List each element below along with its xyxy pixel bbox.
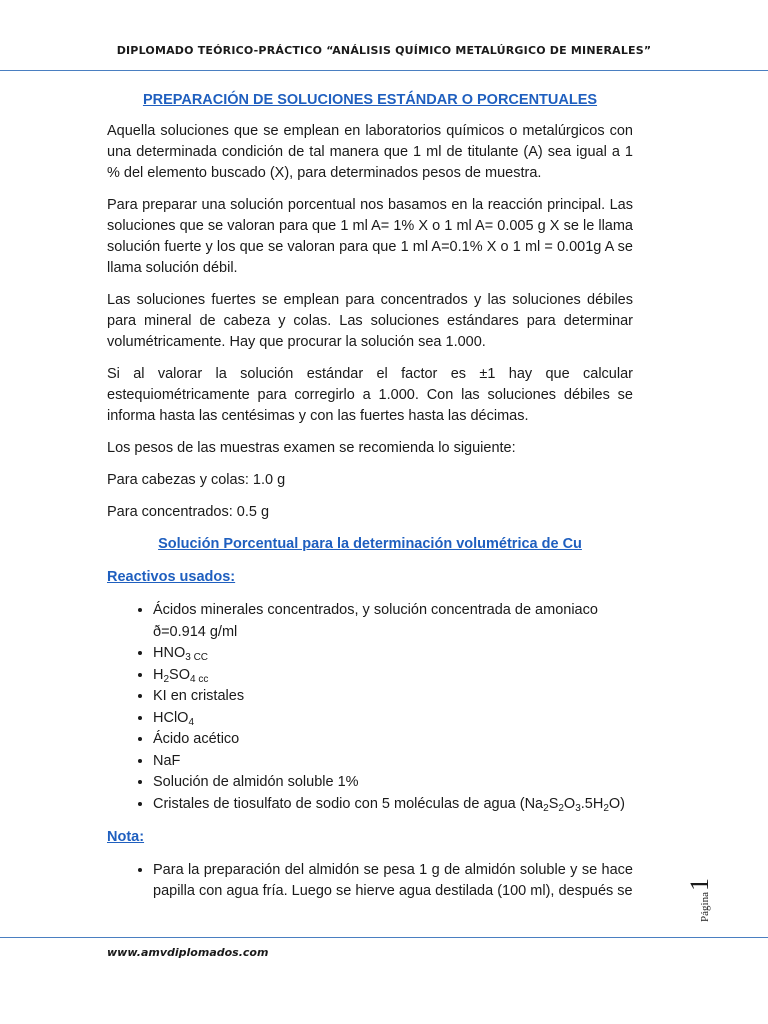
list-item: • Cristales de tiosulfato de sodio con 5 moléculas de agua $(Na_2S_2O_3.5H_2O)$: [153, 794, 633, 816]
nota-list: [107, 860, 633, 902]
paragraph-cabezas-colas: Para cabezas y colas: 1.0 g: [107, 472, 286, 488]
paragraph-concentrados: Para concentrados: 0.5 g: [107, 504, 270, 520]
paragraph-definition: Aquella soluciones que se emplean en laboratorios químicos o metalúrgicos con una determinada condición de tal manera que 1 ml de titulante (A) sea igual a 1 % del elemento buscado (X), para determinados pesos de muestra.: [107, 123, 633, 181]
list-item: • Solución de almidón soluble 1%: [153, 772, 633, 794]
list-item: • NaF: [153, 751, 633, 773]
paragraph-strong-weak: Las soluciones fuertes se emplean para concentrados y las soluciones débiles para mineral de cabeza y colas. Las soluciones estándares para determinar volumétricamente. Hay que procurar la solución sea 1.000.: [107, 292, 633, 350]
list-item: • HClO$_4$: [153, 708, 633, 730]
list-item: • $H_2SO_4$ $_{cc}$: [153, 665, 633, 687]
header-divider: [0, 70, 768, 71]
list-item: • Para la preparación del almidón se pesa 1 g de almidón soluble y se hace papilla con agua fría. Luego se hierve agua destilada (100 ml), después se: [153, 860, 633, 902]
document-body: [107, 90, 633, 914]
paragraph-factor: Si al valorar la solución estándar el factor es ±1 hay que calcular estequiométricamente para corregirlo a 1.000. Con las soluciones débiles se informa hasta las centésimas y con las fuertes hasta las décimas.: [107, 366, 633, 424]
paragraph-preparation: Para preparar una solución porcentual nos basamos en la reacción principal. Las soluciones que se valoran para que 1 ml A= 1% X o 1 ml A= 0.005 g X se le llama solución fuerte y los que se valoran para que 1 ml A=0.1% X o 1 ml = 0.001g A se llama solución débil.: [107, 197, 633, 276]
list-item: • Ácidos minerales concentrados, y solución concentrada de amoniaco ð=0.914 g/ml: [153, 600, 633, 643]
page-label: Página: [699, 892, 711, 922]
nota-heading: Nota:: [107, 829, 145, 845]
footer-divider: [0, 937, 768, 938]
list-item: • KI en cristales: [153, 686, 633, 708]
page-header: [0, 0, 768, 72]
reactivos-heading: Reactivos usados:: [107, 569, 236, 585]
list-item: • $HNO_3$ $_{CC}$: [153, 643, 633, 665]
paragraph-sample-weights: Los pesos de las muestras examen se recomienda lo siguiente:: [107, 440, 516, 456]
document-title: PREPARACIÓN DE SOLUCIONES ESTÁNDAR O PORCENTUALES: [142, 92, 598, 108]
page-number-value: 1: [685, 878, 714, 892]
page-number: [685, 875, 745, 925]
list-item: • Ácido acético: [153, 729, 633, 751]
footer-website-link[interactable]: www.amvdiplomados.com: [107, 946, 269, 959]
reactivos-list: [107, 600, 633, 815]
section-title: Solución Porcentual para la determinación volumétrica de Cu: [158, 536, 582, 552]
header-title: DIPLOMADO TEÓRICO-PRÁCTICO “ANÁLISIS QUÍMICO METALÚRGICO DE MINERALES”: [116, 44, 652, 57]
